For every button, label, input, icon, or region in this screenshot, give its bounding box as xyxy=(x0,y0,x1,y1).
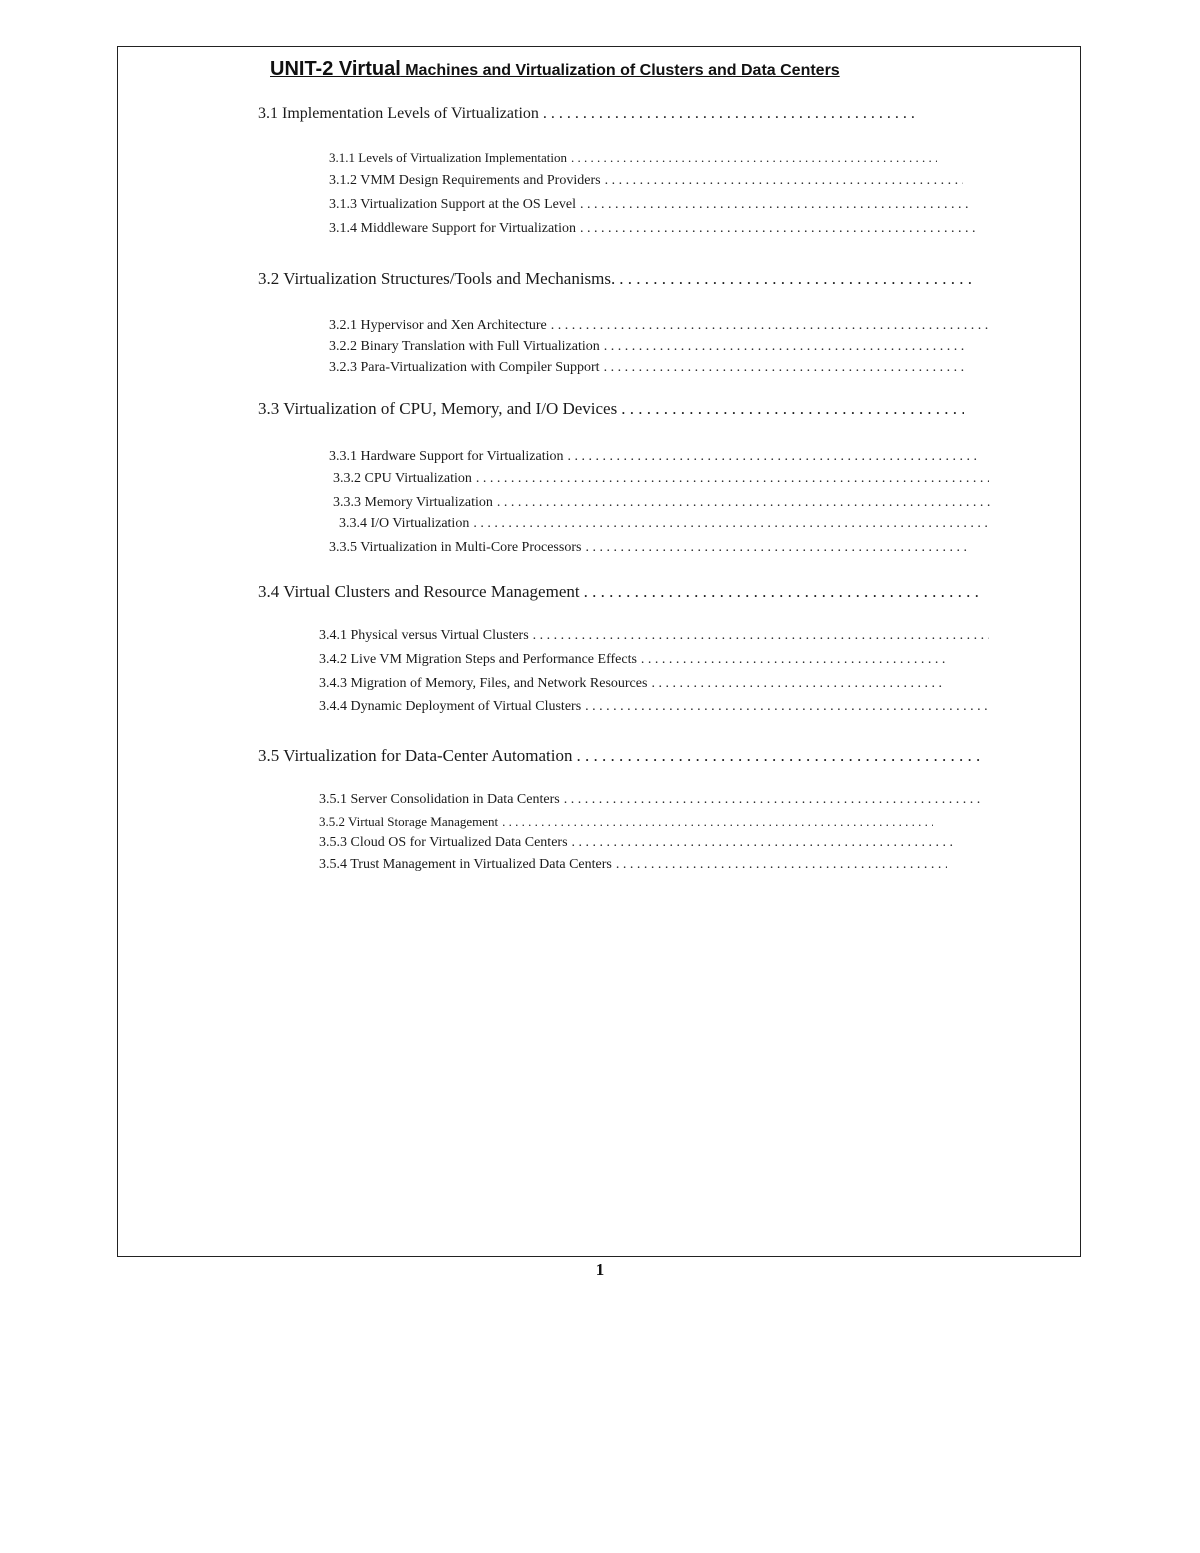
toc-item-3-4-4[interactable] xyxy=(319,699,989,715)
toc-section-label: 3.3 Virtualization of CPU, Memory, and I/O Devices xyxy=(258,399,618,418)
document-title-main: UNIT-2 Virtual xyxy=(270,58,401,80)
toc-item-label: 3.4.2 Live VM Migration Steps and Performance Effects xyxy=(319,652,637,667)
toc-item-3-3-1[interactable] xyxy=(329,449,981,465)
toc-item-label: 3.3.1 Hardware Support for Virtualization xyxy=(329,449,564,464)
toc-leader xyxy=(605,173,963,189)
toc-section-label: 3.4 Virtual Clusters and Resource Management xyxy=(258,582,580,601)
toc-item-label: 3.5.3 Cloud OS for Virtualized Data Centers xyxy=(319,835,568,850)
toc-item-3-3-5[interactable] xyxy=(329,540,969,556)
toc-leader xyxy=(651,676,943,692)
toc-item-3-4-2[interactable] xyxy=(319,652,949,668)
toc-leader xyxy=(619,269,972,289)
toc-leader xyxy=(564,792,983,808)
toc-leader xyxy=(572,835,955,851)
toc-item-label: 3.1.1 Levels of Virtualization Implementation xyxy=(329,150,567,165)
toc-leader xyxy=(551,318,989,334)
toc-leader xyxy=(580,197,971,213)
toc-item-label: 3.4.3 Migration of Memory, Files, and Network Resources xyxy=(319,676,648,691)
toc-leader xyxy=(473,516,991,532)
toc-section-label: 3.5 Virtualization for Data-Center Automation xyxy=(258,746,573,765)
toc-section-label: 3.1 Implementation Levels of Virtualization xyxy=(258,105,539,122)
toc-leader xyxy=(571,150,937,166)
toc-item-label: 3.4.4 Dynamic Deployment of Virtual Clusters xyxy=(319,699,582,714)
toc-item-3-3-4[interactable] xyxy=(339,516,991,532)
document-title xyxy=(270,58,840,81)
toc-leader xyxy=(476,471,989,487)
toc-item-3-4-3[interactable] xyxy=(319,676,943,692)
toc-item-label: 3.2.2 Binary Translation with Full Virtualization xyxy=(329,339,600,354)
toc-item-3-3-2[interactable] xyxy=(333,471,989,487)
toc-leader xyxy=(584,582,978,602)
toc-leader xyxy=(585,540,969,556)
toc-item-label: 3.5.4 Trust Management in Virtualized Data Centers xyxy=(319,857,612,872)
page-number: 1 xyxy=(595,1260,605,1279)
toc-item-3-5-4[interactable] xyxy=(319,857,947,873)
toc-section-3-3[interactable] xyxy=(258,399,964,419)
toc-leader xyxy=(580,221,979,237)
toc-leader xyxy=(568,449,981,465)
toc-item-label: 3.1.3 Virtualization Support at the OS Level xyxy=(329,197,576,212)
toc-item-label: 3.2.3 Para-Virtualization with Compiler Support xyxy=(329,360,600,375)
toc-item-3-4-1[interactable] xyxy=(319,628,989,644)
toc-section-3-5[interactable] xyxy=(258,746,984,766)
toc-item-3-2-3[interactable] xyxy=(329,360,965,376)
toc-item-label: 3.3.2 CPU Virtualization xyxy=(333,471,472,486)
toc-section-3-1[interactable] xyxy=(258,105,918,123)
toc-leader xyxy=(585,699,989,715)
toc-item-3-1-3[interactable] xyxy=(329,197,971,213)
toc-item-label: 3.3.4 I/O Virtualization xyxy=(339,516,470,531)
toc-section-label: 3.2 Virtualization Structures/Tools and Mechanisms. xyxy=(258,269,616,288)
toc-leader xyxy=(543,105,918,123)
toc-item-3-1-2[interactable] xyxy=(329,173,963,189)
toc-item-label: 3.5.2 Virtual Storage Management xyxy=(319,814,499,829)
toc-item-3-1-4[interactable] xyxy=(329,221,979,237)
toc-item-label: 3.4.1 Physical versus Virtual Clusters xyxy=(319,628,529,643)
toc-leader xyxy=(621,399,964,419)
toc-item-label: 3.2.1 Hypervisor and Xen Architecture xyxy=(329,318,547,333)
toc-item-label: 3.5.1 Server Consolidation in Data Centers xyxy=(319,792,560,807)
toc-item-3-5-3[interactable] xyxy=(319,835,955,851)
toc-section-3-4[interactable] xyxy=(258,582,978,602)
toc-section-3-2[interactable] xyxy=(258,269,972,289)
toc-leader xyxy=(604,360,965,376)
toc-leader xyxy=(604,339,965,355)
toc-item-3-3-3[interactable] xyxy=(333,495,991,511)
toc-item-3-2-1[interactable] xyxy=(329,318,989,334)
toc-leader xyxy=(641,652,949,668)
toc-leader xyxy=(497,495,991,511)
toc-leader xyxy=(502,814,933,830)
toc-item-label: 3.1.4 Middleware Support for Virtualization xyxy=(329,221,576,236)
toc-leader xyxy=(616,857,947,873)
toc-item-3-5-2[interactable] xyxy=(319,814,933,830)
toc-item-label: 3.1.2 VMM Design Requirements and Providers xyxy=(329,173,601,188)
document-title-rest: Machines and Virtualization of Clusters and Data Centers xyxy=(400,62,840,79)
toc-leader xyxy=(577,746,985,766)
toc-item-label: 3.3.3 Memory Virtualization xyxy=(333,495,493,510)
toc-leader xyxy=(533,628,989,644)
toc-item-3-5-1[interactable] xyxy=(319,792,983,808)
toc-item-3-1-1[interactable] xyxy=(329,150,937,166)
toc-item-3-2-2[interactable] xyxy=(329,339,965,355)
toc-item-label: 3.3.5 Virtualization in Multi-Core Processors xyxy=(329,540,582,555)
